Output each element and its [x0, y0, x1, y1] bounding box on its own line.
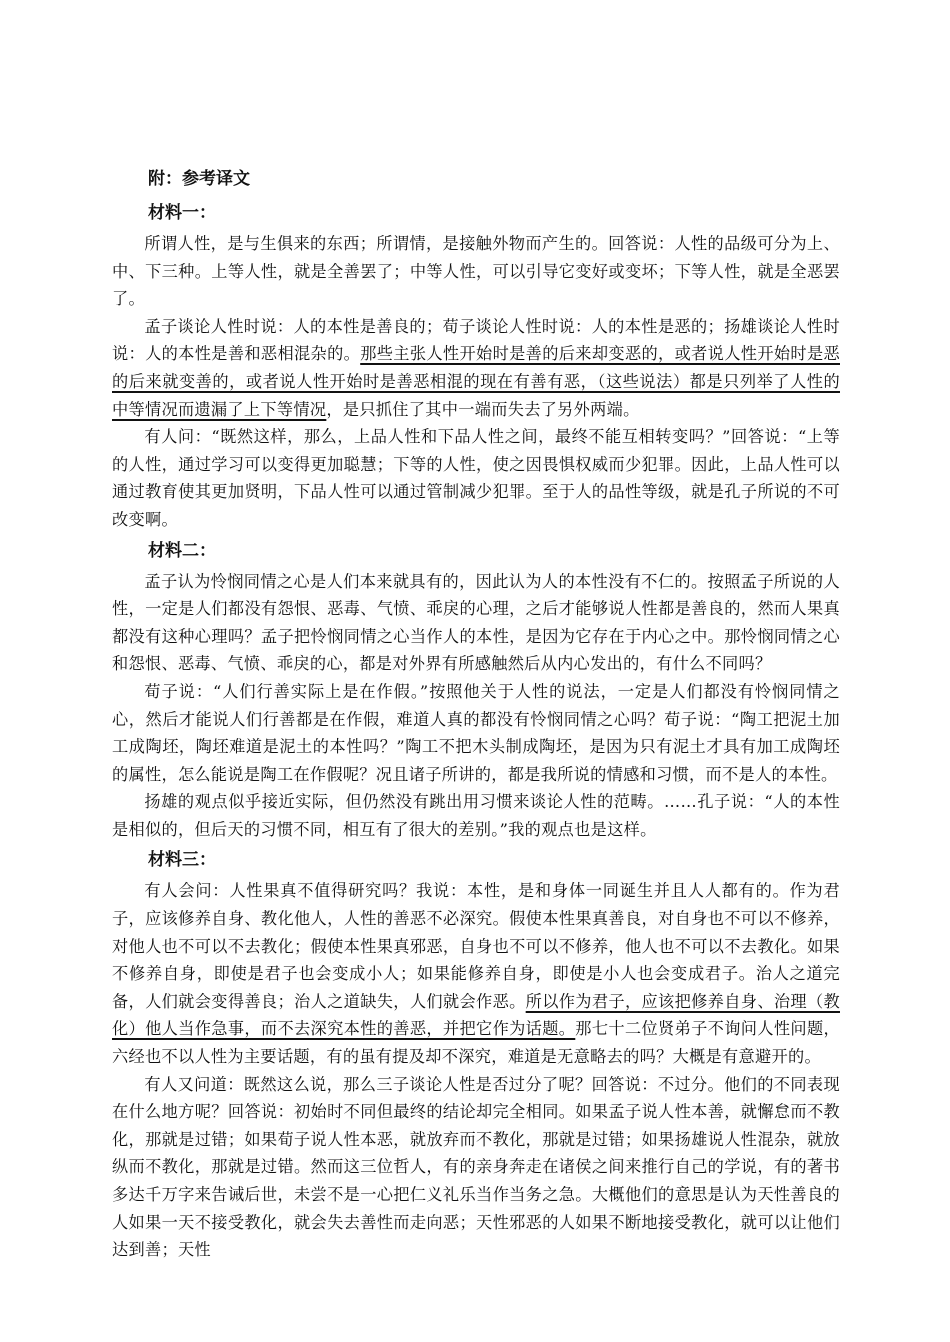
text-span: 孟子谈论人性时说：人的本性是善良的；荀子谈论人性时说：人的本性是恶的；扬雄谈论人性时说：人的本性是善和恶相混杂的。 [112, 316, 840, 364]
page-title: 附：参考译文 [148, 169, 250, 189]
paragraph: 荀子说：“人们行善实际上是在作假。”按照他关于人性的说法，一定是人们都没有怜悯同情之心，然后才能说人们行善都是在作假，难道人真的都没有怜悯同情之心吗？荀子说：“陶工把泥土加工成陶坯，陶坯难道是泥土的本性吗？”陶工不把木头制成陶坯，是因为只有泥土才具有加工成陶坯的属性，怎么能说是陶工在作假呢？况且诸子所讲的，都是我所说的情感和习惯，而不是人的本性。 [112, 681, 840, 784]
text-span: 那七十二位贤弟子不询问人性问题，六经也不以人性为主要话题，有的虽有提及却不深究，难道是无意略去的吗？大概是有意避开的。 [112, 1019, 840, 1067]
paragraph: 孟子认为怜悯同情之心是人们本来就具有的，因此认为人的本性没有不仁的。按照孟子所说的人性，一定是人们都没有怨恨、恶毒、气愤、乖戾的心理，之后才能够说人性都是善良的，然而人果真都没有这种心理吗？孟子把怜悯同情之心当作人的本性，是因为它存在于内心之中。那怜悯同情之心和怨恨、恶毒、气愤、乖戾的心，都是对外界有所感触然后从内心发出的，有什么不同吗？ [112, 571, 840, 674]
section-heading-material-1: 材料一： [148, 203, 216, 223]
underlined-text: 所以作为君子，应该把修养自身、治理（教化）他人当作急事，而不去深究本性的善恶，并把它作为话题。 [112, 991, 840, 1039]
paragraph: 有人又问道：既然这么说，那么三子谈论人性是否过分了呢？回答说：不过分。他们的不同表现在什么地方呢？回答说：初始时不同但最终的结论却完全相同。如果孟子说人性本善，就懈怠而不教化，那就是过错；如果荀子说人性本恶，就放弃而不教化，那就是过错；如果扬雄说人性混杂，就放纵而不教化，那就是过错。然而这三位哲人，有的亲身奔走在诸侯之间来推行自己的学说，有的著书多达千万字来告诫后世，未尝不是一心把仁义礼乐当作当务之急。大概他们的意思是认为天性善良的人如果一天不接受教化，就会失去善性而走向恶；天性邪恶的人如果不断地接受教化，就可以让他们达到善；天性 [112, 1074, 840, 1260]
underlined-text: 那些主张人性开始时是善的后来却变恶的，或者说人性开始时是恶的后来就变善的，或者说人性开始时是善恶相混的现在有善有恶，（这些说法）都是只列举了人性的中等情况而遗漏了上下等情况 [112, 344, 840, 419]
text-span: 有人会问：人性果真不值得研究吗？我说：本性，是和身体一同诞生并且人人都有的。作为君子，应该修养自身、教化他人，人性的善恶不必深究。假使本性果真善良，对自身也不可以不修养，对他人也不可以不去教化；假使本性果真邪恶，自身也不可以不修养，他人也不可以不去教化。如果不修养自身，即使是君子也会变成小人；如果能修养自身，即使是小人也会变成君子。治人之道完备，人们就会变得善良；治人之道缺失，人们就会作恶。 [112, 881, 840, 1011]
text-span: ，是只抓住了其中一端而失去了另外两端。 [326, 399, 640, 419]
paragraph: 有人问：“既然这样，那么，上品人性和下品人性之间，最终不能互相转变吗？”回答说：“上等的人性，通过学习可以变得更加聪慧；下等的人性，使之因畏惧权威而少犯罪。因此，上品人性可以通过教育使其更加贤明，下品人性可以通过管制减少犯罪。至于人的品性等级，就是孔子所说的不可改变啊。 [112, 427, 840, 529]
paragraph: 所谓人性，是与生俱来的东西；所谓情，是接触外物而产生的。回答说：人性的品级可分为上、中、下三种。上等人性，就是全善罢了；中等人性，可以引导它变好或变坏；下等人性，就是全恶罢了。 [112, 234, 840, 309]
paragraph [112, 313, 840, 423]
section-heading-material-2: 材料二： [148, 540, 216, 561]
paragraph: 扬雄的观点似乎接近实际，但仍然没有跳出用习惯来谈论人性的范畴。……孔子说：“人的本性是相似的，但后天的习惯不同，相互有了很大的差别。”我的观点也是这样。 [112, 792, 840, 839]
paragraph [112, 877, 840, 1070]
section-heading-material-3: 材料三： [148, 850, 216, 871]
